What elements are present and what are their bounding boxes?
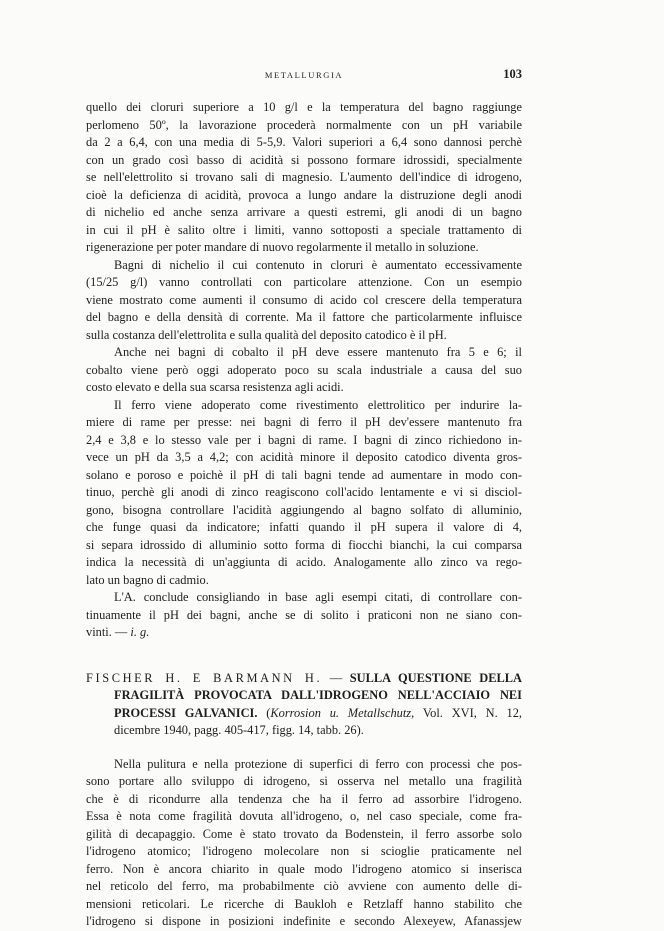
running-title: METALLURGIA: [264, 70, 344, 80]
text-line: cobalto viene però oggi adoperato poco su scala industriale a causa del suo: [86, 362, 522, 377]
citation-text: Vol. XVI, N. 12,: [414, 705, 523, 720]
paragraph-2: [86, 257, 522, 345]
text-line: mensioni reticolari. Le ricerche di Baukloh e Retzlaff hanno stabilito che: [86, 896, 522, 911]
text-line: l'idrogeno atomico; l'idrogeno molecolare non si scioglie praticamente nel: [86, 844, 522, 858]
text-line: quello dei cloruri superiore a 10 g/l e la temperatura del bagno raggiunge: [86, 100, 522, 114]
text-line: perlomeno 50º, la lavorazione procederà normalmente con un pH variabile: [86, 117, 522, 132]
reviewer-signature: i. g.: [130, 625, 150, 639]
text-line: gilità di decapaggio. Come è stato trovato da Bodenstein, il ferro assorbe solo: [86, 826, 522, 841]
text-line: gono, bisogna controllare l'acidità aggiungendo al bagno solfato di alluminio,: [86, 502, 522, 517]
text-line: 2,4 e 3,8 e lo stesso vale per i bagni di rame. I bagni di zinco richiedono in-: [86, 432, 522, 447]
text-line: di nichelio ed anche senza arrivare a questi estremi, gli anodi di un bagno: [86, 205, 522, 219]
heading-line: PROCESSI GALVANICI. (Korrosion u. Metallschutz, Vol. XVI, N. 12,: [114, 705, 523, 720]
article-title-part: FRAGILITÀ PROVOCATA DALL'IDROGENO NELL'ACCIAIO NEI: [114, 688, 522, 702]
article-authors: FISCHER H. E BARMANN H.: [86, 670, 323, 685]
text-fragment: vinti. —: [86, 625, 128, 639]
text-line: tinuamente il pH dei bagni, anche se di solito i praticoni non ne siano con-: [86, 607, 522, 622]
text-line: del bagno e della densità di corrente. Ma il fattore che particolarmente influisce: [86, 310, 522, 324]
journal-name: Korrosion u. Metallschutz,: [270, 705, 415, 720]
text-line: vece un pH da 3,5 a 4,2; con acidità minore il deposito catodico diventa gros-: [86, 450, 522, 464]
text-line: L'A. conclude consigliando in base agli esempi citati, di controllare con-: [114, 590, 522, 604]
heading-dash: —: [322, 670, 350, 685]
text-line: da 2 a 6,4, con una media di 5-5,9. Valori superiori a 6,4 sono dannosi perchè: [86, 135, 522, 149]
text-line: Nella pulitura e nella protezione di superfici di ferro con processi che pos-: [114, 756, 522, 771]
text-line: in cui il pH è salito oltre i limiti, vanno sottoposti a speciale trattamento di: [86, 222, 522, 237]
article-heading: [86, 670, 522, 740]
paragraph-3: [86, 344, 522, 397]
text-line: con un grado così basso di acidità si possono formare idrossidi, specialmente: [86, 152, 522, 167]
text-line: l'idrogeno si dispone in posizioni indefinite e secondo Alexeyew, Afanassjew: [86, 914, 522, 928]
article-title-part: PROCESSI GALVANICI.: [114, 705, 258, 720]
text-line: tinuo, perchè gli anodi di zinco reagiscono coll'acido lentamente e vi si disciol-: [86, 485, 522, 499]
text-line: cioè la deficienza di acidità, provoca a lungo andare la distruzione degli anodi: [86, 187, 522, 202]
text-line: Essa è nota come fragilità dovuta all'idrogeno, o, nel caso speciale, come fra-: [86, 809, 522, 823]
text-line: solano e poroso e poichè il pH di tali bagni tende ad aumentare in modo con-: [86, 467, 522, 482]
text-line: viene mostrato come aumenti il consumo di acido col crescere della temperatura: [86, 292, 522, 307]
text-line: si separa idrossido di alluminio sotto forma di fiocchi bianchi, la cui comparsa: [86, 537, 522, 552]
text-line: rigenerazione per poter mandare di nuovo regolarmente il metallo in soluzione.: [86, 240, 479, 254]
text-line: Bagni di nichelio il cui contenuto in cloruri è aumentato eccessivamente: [114, 257, 522, 272]
text-line: costo elevato e della sua scarsa resistenza agli acidi.: [86, 380, 344, 394]
paragraph-5: [86, 589, 522, 642]
text-line: sulla costanza dell'elettrolita e sulla qualità del deposito catodico è il pH.: [86, 327, 447, 342]
text-line: Il ferro viene adoperato come rivestimento elettrolitico per indurire la-: [114, 397, 522, 412]
text-line: ferro. Non è ancora chiarito in quale modo l'idrogeno atomico si inserisca: [86, 861, 522, 876]
text-line: (15/25 g/l) vanno controllati con particolare attenzione. Con un esempio: [86, 275, 522, 289]
text-line: che è di ricondurre alla tendenza che ha il ferro ad assorbire l'idrogeno.: [86, 791, 522, 806]
body-text: [86, 99, 522, 931]
running-head: [86, 65, 522, 83]
text-line: nel reticolo del ferro, ma probabilmente ciò avviene con aumento delle di-: [86, 879, 522, 893]
citation-text: dicembre 1940, pagg. 405-417, figg. 14, tabb. 26).: [114, 723, 364, 737]
paragraph-1: [86, 99, 522, 257]
text-line: miere di rame per presse: nei bagni di ferro il pH dev'essere mantenuto fra: [86, 415, 522, 429]
text-line: se nell'elettrolito si trovano sali di magnesio. L'aumento dell'indice di idrogeno,: [86, 170, 522, 184]
text-line: Anche nei bagni di cobalto il pH deve essere mantenuto fra 5 e 6; il: [114, 345, 522, 359]
heading-line: [86, 670, 522, 688]
text-line: sono portare allo sviluppo di idrogeno, si osserva nel metallo una fragilità: [86, 774, 522, 788]
text-line: indica la necessità di un'aggiunta di acido. Analogamente allo zinco va rego-: [86, 555, 522, 569]
paragraph-6: [86, 756, 522, 931]
text-line: che funge quasi da indicatore; infatti quando il pH supera il valore di 4,: [86, 520, 522, 534]
text-line: lato un bagno di cadmio.: [86, 572, 209, 587]
paragraph-4: [86, 397, 522, 590]
page-number: 103: [503, 67, 522, 81]
text-line: [86, 624, 522, 642]
article-title-part: SULLA QUESTIONE DELLA: [349, 670, 522, 685]
